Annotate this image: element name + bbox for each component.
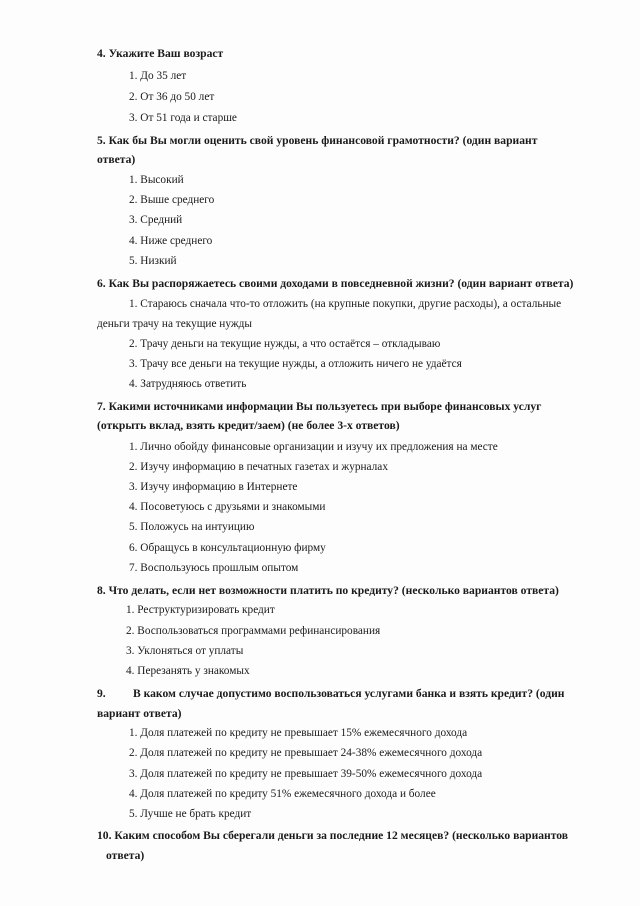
q6-option-2: 2. Трачу деньги на текущие нужды, а что остаётся – откладываю	[129, 338, 441, 350]
q8-option-2: 2. Воспользоваться программами рефинансирования	[126, 625, 381, 637]
question-7-title-line2: (открыть вклад, взять кредит/заем) (не более 3-х ответов)	[97, 419, 400, 432]
q8-option-1: 1. Реструктуризировать кредит	[126, 604, 275, 616]
question-5-title-line1: 5. Как бы Вы могли оценить свой уровень финансовой грамотности? (один вариант	[97, 134, 538, 147]
q6-option-1-line2: деньги трачу на текущие нужды	[97, 318, 252, 330]
question-9-title-line2: вариант ответа)	[97, 707, 182, 720]
q7-option-7: 7. Воспользуюсь прошлым опытом	[129, 562, 299, 574]
question-5-title-line2: ответа)	[97, 153, 136, 166]
q5-option-5: 5. Низкий	[129, 255, 177, 267]
q7-option-3: 3. Изучу информацию в Интернете	[129, 481, 298, 493]
q4-option-2: 2. От 36 до 50 лет	[129, 91, 215, 103]
q9-option-2: 2. Доля платежей по кредиту не превышает 24-38% ежемесячного дохода	[129, 747, 483, 759]
q7-option-5: 5. Положусь на интуицию	[129, 521, 255, 533]
question-4-title: 4. Укажите Ваш возраст	[97, 47, 224, 60]
q8-option-3: 3. Уклоняться от уплаты	[126, 645, 244, 657]
q9-option-3: 3. Доля платежей по кредиту не превышает 39-50% ежемесячного дохода	[129, 768, 483, 780]
q7-option-1: 1. Лично обойду финансовые организации и изучу их предложения на месте	[129, 441, 498, 453]
q5-option-4: 4. Ниже среднего	[129, 235, 213, 247]
question-10-title-line1: 10. Каким способом Вы сберегали деньги за последние 12 месяцев? (несколько вариантов	[97, 829, 569, 842]
question-9-title-line1: В каком случае допустимо воспользоваться услугами банка и взять кредит? (один	[133, 687, 565, 700]
q4-option-1: 1. До 35 лет	[129, 70, 187, 82]
q4-option-3: 3. От 51 года и старше	[129, 112, 237, 124]
q7-option-2: 2. Изучу информацию в печатных газетах и журналах	[129, 461, 388, 473]
q5-option-1: 1. Высокий	[129, 174, 184, 186]
question-10-title-line2: ответа)	[106, 849, 145, 862]
q6-option-3: 3. Трачу все деньги на текущие нужды, а отложить ничего не удаётся	[129, 358, 462, 370]
question-9-number: 9.	[97, 687, 106, 700]
question-7-title-line1: 7. Какими источниками информации Вы пользуетесь при выборе финансовых услуг	[97, 400, 542, 413]
q8-option-4: 4. Перезанять у знакомых	[126, 665, 250, 677]
q7-option-6: 6. Обращусь в консультационную фирму	[129, 542, 326, 554]
q5-option-2: 2. Выше среднего	[129, 194, 215, 206]
q6-option-1-line1: 1. Стараюсь сначала что-то отложить (на крупные покупки, другие расходы), а остальные	[129, 298, 562, 310]
q9-option-4: 4. Доля платежей по кредиту 51% ежемесячного дохода и более	[129, 788, 436, 800]
q5-option-3: 3. Средний	[129, 214, 183, 226]
q9-option-5: 5. Лучше не брать кредит	[129, 808, 252, 820]
q6-option-4: 4. Затрудняюсь ответить	[129, 378, 247, 390]
q9-option-1: 1. Доля платежей по кредиту не превышает 15% ежемесячного дохода	[129, 727, 468, 739]
question-8-title: 8. Что делать, если нет возможности платить по кредиту? (несколько вариантов ответа)	[97, 584, 559, 597]
question-6-title: 6. Как Вы распоряжаетесь своими доходами в повседневной жизни? (один вариант ответа)	[97, 277, 574, 290]
q7-option-4: 4. Посоветуюсь с друзьями и знакомыми	[129, 501, 326, 513]
